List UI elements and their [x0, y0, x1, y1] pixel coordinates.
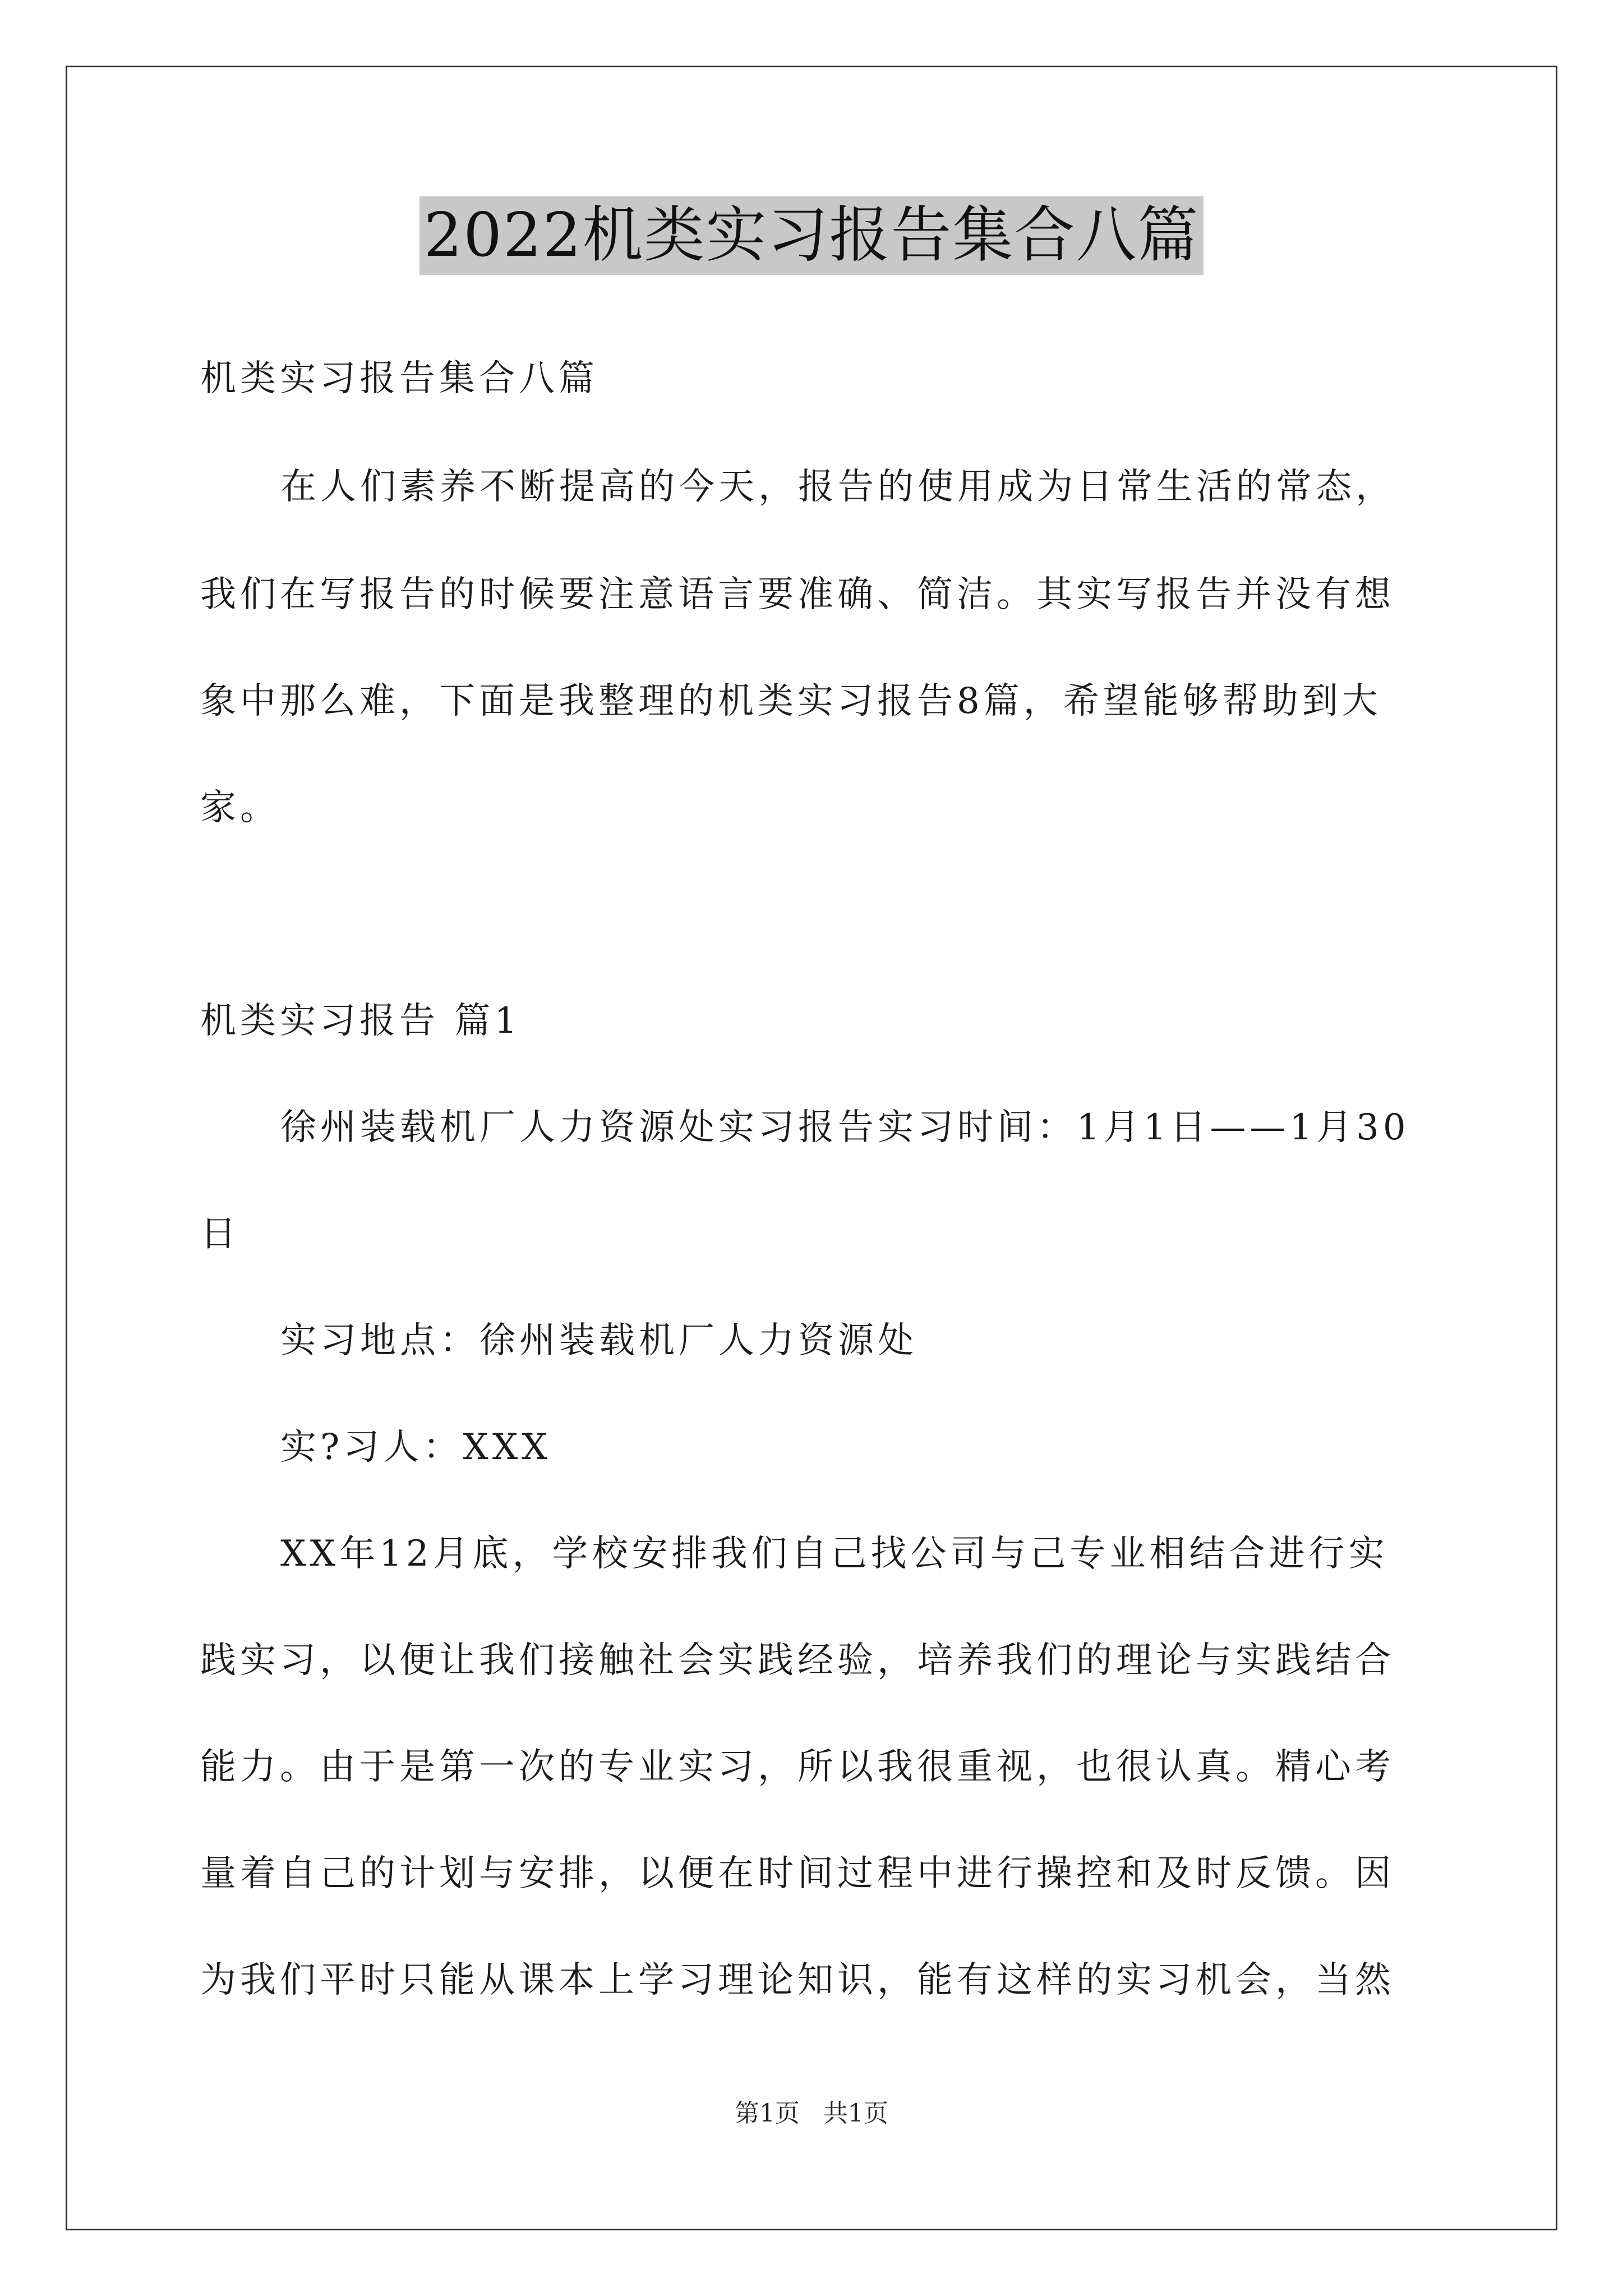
body-line: 徐州装载机厂人力资源处实习报告实习时间：1月1日——1月30 [280, 1107, 1410, 1148]
intro-line: 我们在写报告的时候要注意语言要准确、简洁。其实写报告并没有想 [200, 574, 1395, 615]
body-line: 实?习人：XXX [280, 1427, 551, 1468]
body-line: 实习地点：徐州装载机厂人力资源处 [280, 1320, 917, 1361]
intro-line: 象中那么难，下面是我整理的机类实习报告8篇，希望能够帮助到大 [200, 680, 1382, 722]
page-footer [0, 2098, 1623, 2129]
document-title: 2022机类实习报告集合八篇 [419, 196, 1204, 275]
body-line: XX年12月底，学校安排我们自己找公司与己专业相结合进行实 [280, 1533, 1389, 1575]
body-line: 为我们平时只能从课本上学习理论知识，能有这样的实习机会，当然 [200, 1959, 1395, 2001]
page-number: 第1页 [735, 2099, 800, 2128]
page-total: 共1页 [823, 2099, 888, 2128]
body-line: 量着自己的计划与安排，以便在时间过程中进行操控和及时反馈。因 [200, 1853, 1395, 1894]
intro-line: 家。 [200, 787, 280, 829]
body-line: 践实习，以便让我们接触社会实践经验，培养我们的理论与实践结合 [200, 1640, 1395, 1681]
body-line: 能力。由于是第一次的专业实习，所以我很重视，也很认真。精心考 [200, 1746, 1395, 1788]
document-subtitle: 机类实习报告集合八篇 [200, 358, 598, 399]
intro-line: 在人们素养不断提高的今天，报告的使用成为日常生活的常态， [280, 466, 1395, 508]
body-line: 日 [200, 1213, 240, 1255]
section-heading: 机类实习报告 篇1 [200, 1000, 522, 1042]
title-container [0, 196, 1623, 275]
